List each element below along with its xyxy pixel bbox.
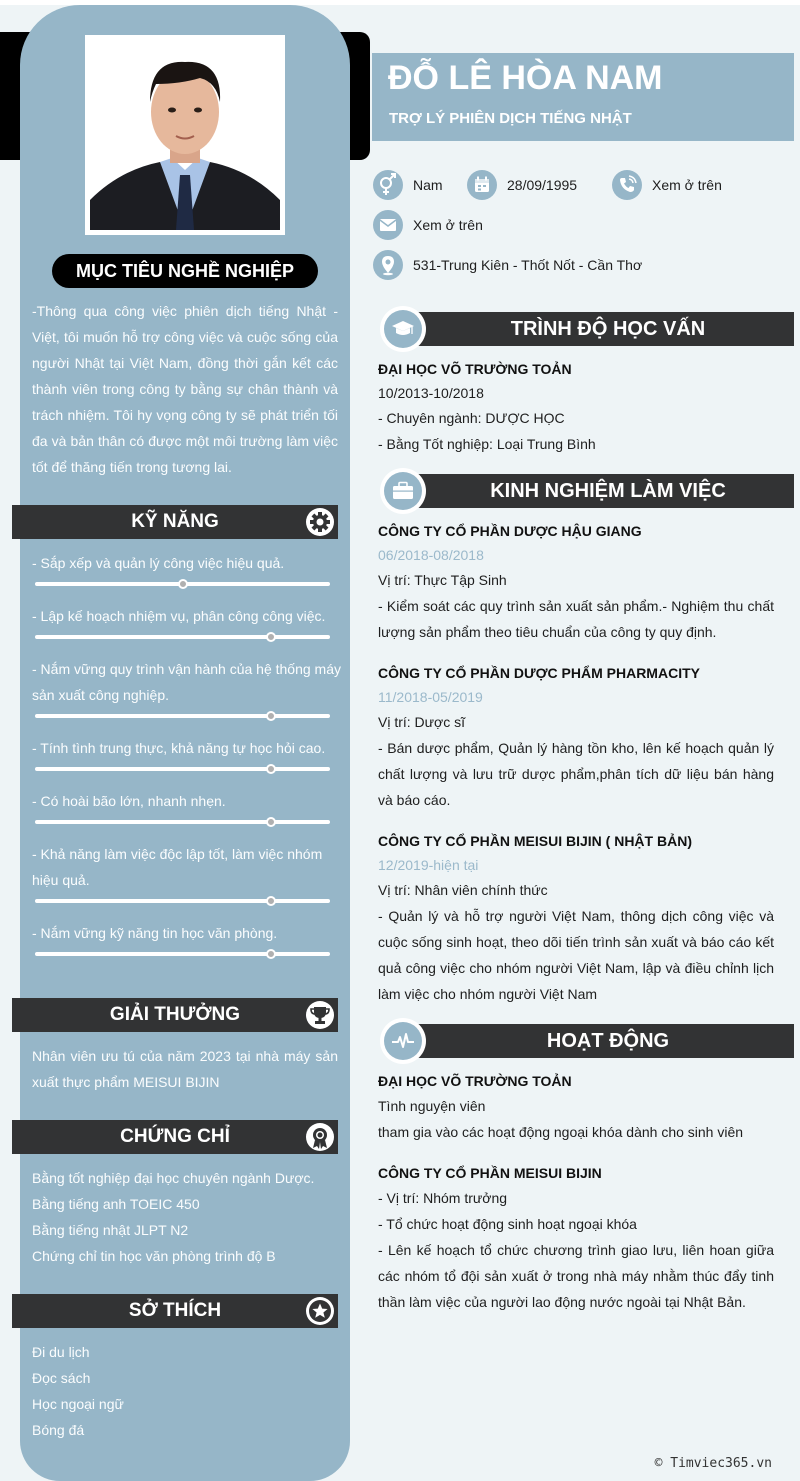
job-period: 12/2019-hiện tại — [378, 857, 479, 873]
activity-role: - Vị trí: Nhóm trưởng — [378, 1190, 508, 1206]
gender-icon — [373, 170, 403, 200]
skill-level-marker — [266, 764, 276, 774]
certificates-title: CHỨNG CHỈ — [120, 1126, 230, 1147]
graduation-cap-icon — [384, 310, 422, 348]
certificate-item: Bằng tiếng anh TOEIC 450 — [32, 1196, 200, 1212]
job-period: 06/2018-08/2018 — [378, 547, 484, 563]
skill-level-marker — [266, 896, 276, 906]
skills-title: KỸ NĂNG — [131, 511, 219, 532]
job-title: TRỢ LÝ PHIÊN DỊCH TIẾNG NHẬT — [389, 110, 632, 127]
skill-level-bar — [35, 767, 330, 771]
job-position: Vị trí: Nhân viên chính thức — [378, 882, 548, 898]
gear-icon — [306, 508, 334, 536]
birthday-value: 28/09/1995 — [507, 177, 578, 193]
education-school: ĐẠI HỌC VÕ TRƯỜNG TOẢN — [378, 361, 572, 377]
hobby-item: Bóng đá — [32, 1422, 85, 1438]
certificates-header — [12, 1120, 338, 1154]
activity-line: - Tổ chức hoạt động sinh hoạt ngoại khóa — [378, 1216, 637, 1232]
gender-value: Nam — [413, 177, 443, 193]
job-position: Vị trí: Dược sĩ — [378, 714, 466, 730]
skill-level-bar — [35, 635, 330, 639]
activity-org: CÔNG TY CỔ PHẦN MEISUI BIJIN — [378, 1165, 602, 1181]
education-title: TRÌNH ĐỘ HỌC VẤN — [510, 318, 706, 340]
briefcase-icon — [384, 472, 422, 510]
hobbies-title: SỞ THÍCH — [128, 1300, 222, 1321]
email-icon — [373, 210, 403, 240]
skill-level-marker — [266, 632, 276, 642]
skill-label: - Nắm vững kỹ năng tin học văn phòng. — [32, 925, 278, 941]
trophy-icon — [306, 1001, 334, 1029]
profile-photo — [90, 40, 280, 230]
skills-header — [12, 505, 338, 539]
skill-label: - Nắm vững quy trình vận hành của hệ thống máy sản xuất công nghiệp. — [32, 661, 341, 703]
location-icon — [373, 250, 403, 280]
job-company: CÔNG TY CỔ PHẦN DƯỢC HẬU GIANG — [378, 523, 642, 539]
job-description: - Quản lý và hỗ trợ người Việt Nam, thông dịch công việc và cuộc sống sinh hoạt, theo dõi tiến trình sản xuất và báo cáo kết quả công việc cho nhóm người Việt Nam, lập và điều chỉnh lịch làm việc cho nhóm người Việt Nam — [378, 908, 774, 1002]
job-description: - Bán dược phẩm, Quản lý hàng tồn kho, lên kế hoạch quản lý chất lượng và lưu trữ dược phẩm,phân tích dữ liệu bán hàng và báo cáo. — [378, 740, 774, 808]
education-degree: - Bằng Tốt nghiệp: Loại Trung Bình — [378, 436, 596, 452]
job-company: CÔNG TY CỔ PHẦN DƯỢC PHẨM PHARMACITY — [378, 665, 700, 681]
job-period: 11/2018-05/2019 — [378, 689, 483, 705]
activity-role: Tình nguyện viên — [378, 1098, 486, 1114]
certificate-item: Bằng tốt nghiệp đại học chuyên ngành Dược. — [32, 1170, 315, 1186]
candidate-name: ĐỖ LÊ HÒA NAM — [388, 59, 663, 97]
skill-level-bar — [35, 582, 330, 586]
awards-title: GIẢI THƯỞNG — [109, 1004, 241, 1025]
star-icon — [306, 1297, 334, 1325]
skill-label: - Lập kế hoạch nhiệm vụ, phân công công việc. — [32, 608, 326, 624]
education-period: 10/2013-10/2018 — [378, 385, 484, 401]
hobby-item: Đọc sách — [32, 1370, 91, 1386]
awards-header — [12, 998, 338, 1032]
certificate-item: Bằng tiếng nhật JLPT N2 — [32, 1222, 189, 1238]
avatar — [85, 35, 285, 235]
address-value: 531-Trung Kiên - Thốt Nốt - Cần Thơ — [413, 257, 643, 273]
job-company: CÔNG TY CỔ PHẦN MEISUI BIJIN ( NHẬT BẢN) — [378, 833, 692, 849]
name-block — [372, 53, 794, 141]
education-major: - Chuyên ngành: DƯỢC HỌC — [378, 410, 565, 426]
activities-header — [380, 1022, 794, 1060]
skill-label: - Khả năng làm việc độc lập tốt, làm việc nhóm hiệu quả. — [32, 846, 323, 888]
activity-description: tham gia vào các hoạt động ngoại khóa dành cho sinh viên — [378, 1124, 744, 1140]
hobbies-header — [12, 1294, 338, 1328]
experience-header — [380, 472, 794, 510]
pulse-icon — [384, 1022, 422, 1060]
skill-level-bar — [35, 899, 330, 903]
section-icon-ring — [380, 1018, 426, 1064]
education-header — [380, 310, 794, 348]
certificate-item: Chứng chỉ tin học văn phòng trình độ B — [32, 1248, 276, 1264]
awards-text: Nhân viên ưu tú của năm 2023 tại nhà máy sản xuất thực phẩm MEISUI BIJIN — [32, 1048, 338, 1090]
activities-title: HOẠT ĐỘNG — [546, 1030, 670, 1052]
job-position: Vị trí: Thực Tập Sinh — [378, 572, 507, 588]
skill-level-bar — [35, 714, 330, 718]
experience-title: KINH NGHIỆM LÀM VIỆC — [490, 480, 726, 502]
medal-icon — [306, 1123, 334, 1151]
skill-level-marker — [178, 579, 188, 589]
skill-level-bar — [35, 820, 330, 824]
objective-title: MỤC TIÊU NGHỀ NGHIỆP — [52, 254, 318, 288]
activity-org: ĐẠI HỌC VÕ TRƯỜNG TOẢN — [378, 1073, 572, 1089]
skill-level-marker — [266, 949, 276, 959]
skill-level-bar — [35, 952, 330, 956]
hobby-item: Đi du lịch — [32, 1344, 90, 1360]
calendar-icon — [467, 170, 497, 200]
footer-credit: © Timviec365.vn — [654, 1456, 772, 1471]
phone-icon — [612, 170, 642, 200]
hobby-item: Học ngoại ngữ — [32, 1396, 124, 1412]
objective-text: -Thông qua công việc phiên dịch tiếng Nhật - Việt, tôi muốn hỗ trợ công việc và cuộc sống của người Nhật tại Việt Nam, đồng thời gắn kết các thành viên trong công ty bằng sự chân thành và trách nhiệm. Tôi hy vọng công ty sẽ phát triển tối đa và bản thân có được một môi trường làm việc tốt để thăng tiến trong tương lai. — [32, 303, 338, 475]
skill-level-marker — [266, 711, 276, 721]
skill-label: - Tính tình trung thực, khả năng tự học hỏi cao. — [32, 740, 326, 756]
section-icon-ring — [380, 468, 426, 514]
email-value: Xem ở trên — [413, 217, 483, 233]
skill-label: - Sắp xếp và quản lý công việc hiệu quả. — [32, 555, 285, 571]
phone-value: Xem ở trên — [652, 177, 722, 193]
skill-level-marker — [266, 817, 276, 827]
activity-description: - Lên kế hoạch tổ chức chương trình giao lưu, liên hoan giữa các nhóm tổ đội sản xuất ở trong nhà máy nhằm thúc đẩy tinh thần làm việc của người lao động nước ngoài tại Nhật Bản. — [378, 1242, 774, 1310]
skill-label: - Có hoài bão lớn, nhanh nhẹn. — [32, 793, 226, 809]
section-icon-ring — [380, 306, 426, 352]
job-description: - Kiểm soát các quy trình sản xuất sản phẩm.- Nghiệm thu chất lượng sản phẩm theo tiêu chuẩn của công ty quy định. — [378, 598, 774, 640]
